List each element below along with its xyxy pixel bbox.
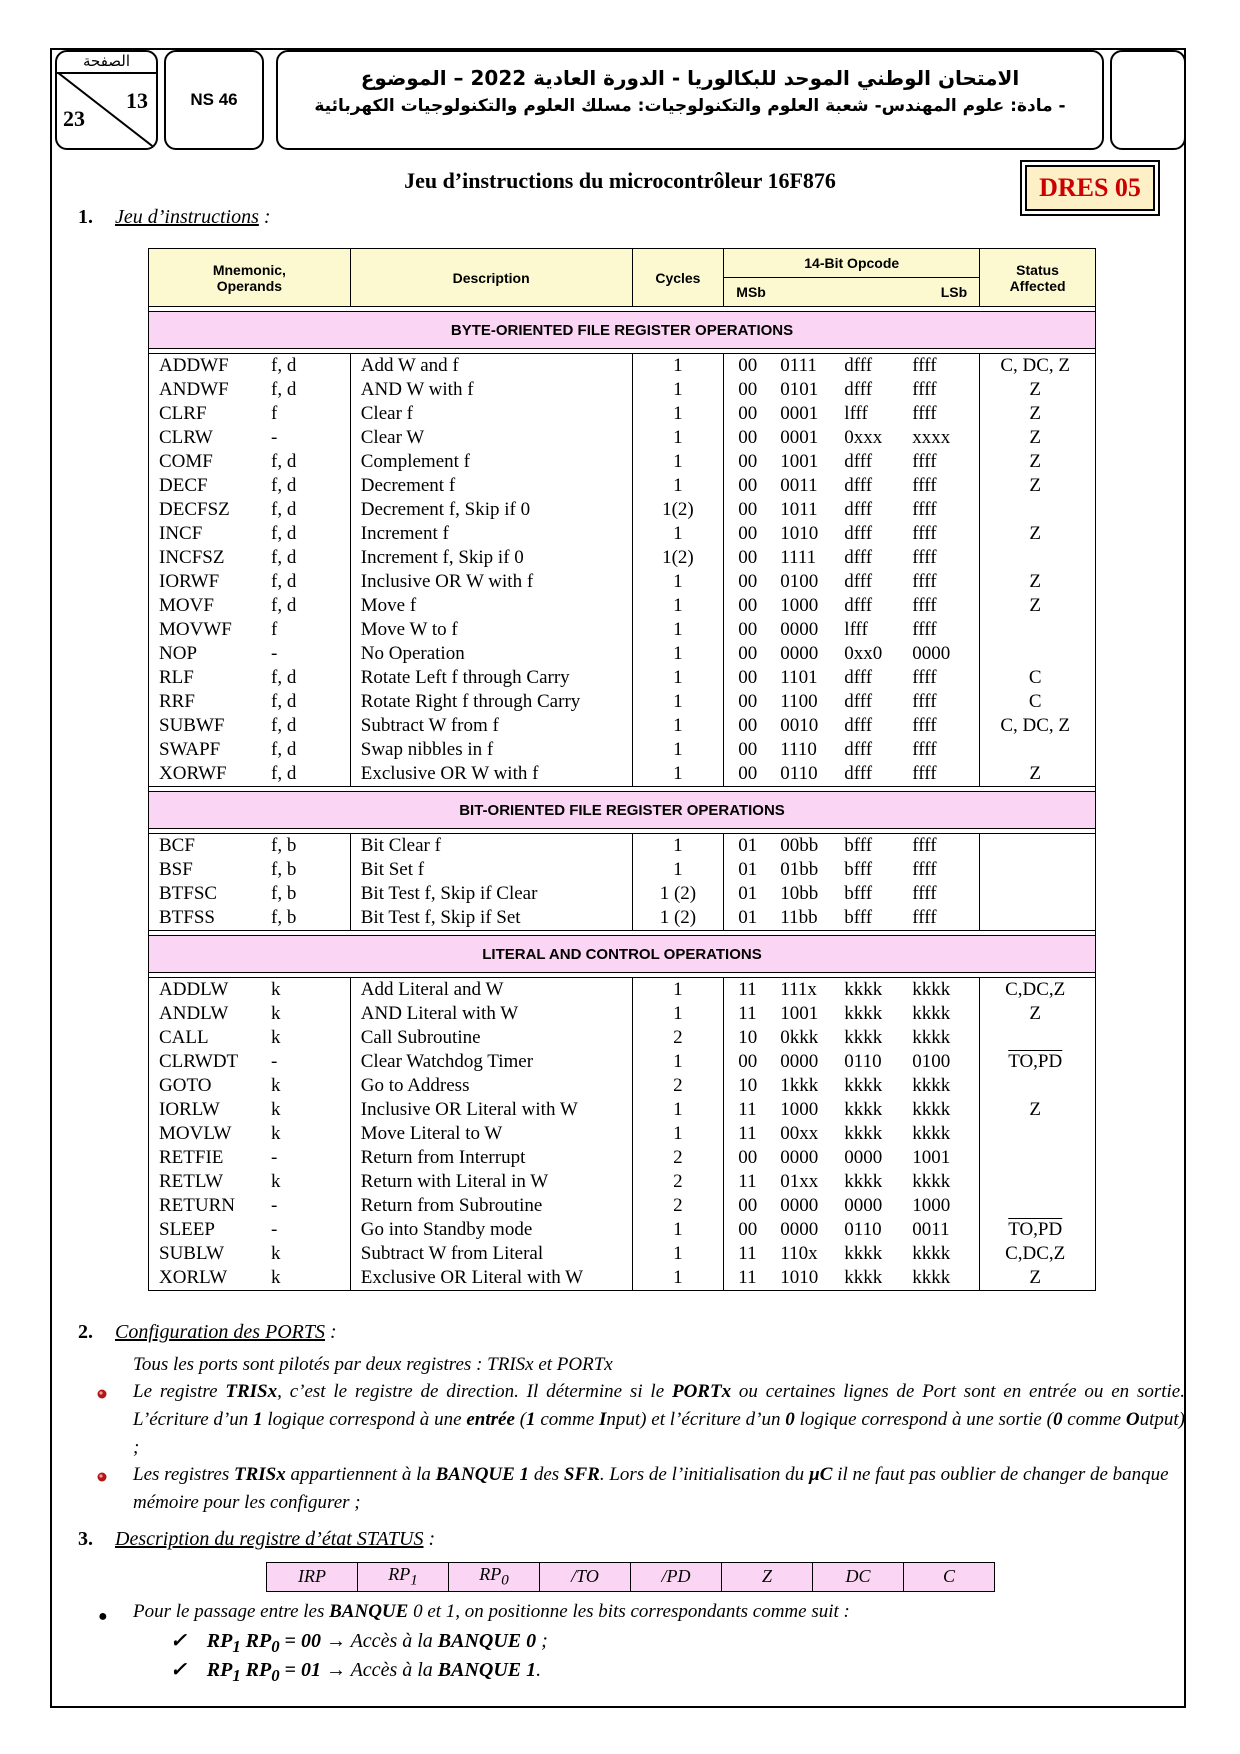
table-row-description: AND W with f <box>360 379 474 400</box>
table-row-cycles: 1 <box>673 835 683 856</box>
table-row-opcode: 00 1001 dfff ffff <box>738 451 937 472</box>
black-bullet-icon: ● <box>98 1608 108 1625</box>
table-row-opcode: 00 1101 dfff ffff <box>738 667 937 688</box>
table-row-status: Z <box>1029 1003 1041 1024</box>
table-row-description: Subtract W from f <box>360 715 499 736</box>
table-row-mnemonic: MOVF f, d <box>159 595 297 616</box>
table-row-mnemonic: RETURN - <box>159 1195 278 1216</box>
group-title: BIT-ORIENTED FILE REGISTER OPERATIONS <box>149 792 1096 829</box>
table-row-description: Exclusive OR Literal with W <box>360 1267 584 1288</box>
group-header-row <box>149 312 1096 349</box>
table-row-mnemonic: RLF f, d <box>159 667 297 688</box>
table-row-description: Call Subroutine <box>360 1027 481 1048</box>
table-row-cycles: 1 <box>673 379 683 400</box>
table-row-cycles: 1 (2) <box>659 907 697 928</box>
table-row-opcode: 00 1110 dfff ffff <box>738 739 937 760</box>
table-row-opcode: 00 0000 0110 0011 <box>738 1219 950 1240</box>
table-row-mnemonic: DECF f, d <box>159 475 297 496</box>
table-row-opcode: 00 0000 lfff ffff <box>738 619 937 640</box>
table-row-status: C, DC, Z <box>1000 715 1071 736</box>
section3-number: 3. <box>78 1528 93 1550</box>
table-row-cycles: 1 <box>673 1099 683 1120</box>
table-row-mnemonic: RRF f, d <box>159 691 297 712</box>
exam-title-line1: الامتحان الوطني الموحد للبكالوريا - الدورة العادية 2022 – الموضوع <box>360 66 1020 90</box>
table-row-cycles: 1 <box>673 1243 683 1264</box>
banque-note: Pour le passage entre les BANQUE 0 et 1, on positionne les bits correspondants comme suit : <box>133 1601 850 1622</box>
table-row-cycles: 2 <box>673 1147 683 1168</box>
table-row-mnemonic: RETLW k <box>159 1171 281 1192</box>
table-row-mnemonic: RETFIE - <box>159 1147 278 1168</box>
table-row-mnemonic: GOTO k <box>159 1075 281 1096</box>
table-row-status: C <box>1028 691 1042 712</box>
red-bullet-icon <box>96 1388 108 1400</box>
table-row-opcode: 00 0010 dfff ffff <box>738 715 937 736</box>
table-row-description: Bit Clear f <box>360 835 441 856</box>
table-row-cycles: 1 <box>673 1051 683 1072</box>
table-row-cycles: 1 (2) <box>659 883 697 904</box>
table-row-status <box>980 834 1095 858</box>
table-row-mnemonic: NOP - <box>159 643 278 664</box>
section2-heading: 2. Configuration des PORTS : <box>78 1321 337 1343</box>
table-row-opcode: 11 1000 kkkk kkkk <box>738 1099 951 1120</box>
table-row-status: C <box>1028 667 1042 688</box>
table-row-mnemonic: DECFSZ f, d <box>159 499 297 520</box>
header-msb-lsb: MSb LSb <box>724 278 980 307</box>
table-row-opcode: 00 1111 dfff ffff <box>738 547 937 568</box>
page-number-box <box>55 50 158 150</box>
dres-badge <box>1020 160 1160 216</box>
table-row-description: Exclusive OR W with f <box>360 763 539 784</box>
status-bit: Z <box>722 1563 813 1592</box>
header-cycles: Cycles <box>632 249 724 307</box>
exam-title-line2: - مادة: علوم المهندس- شعبة العلوم والتكنولوجيات: مسلك العلوم والتكنولوجيات الكهربائية <box>314 96 1066 116</box>
table-row-description: Complement f <box>360 451 470 472</box>
table-row-opcode: 00 0000 0xx0 0000 <box>738 643 951 664</box>
table-row-mnemonic: IORLW k <box>159 1099 281 1120</box>
table-row-mnemonic: ANDLW k <box>159 1003 281 1024</box>
table-row-description: No Operation <box>360 643 465 664</box>
status-bit: $RP_1$ <box>358 1563 449 1592</box>
table-row-description: Decrement f, Skip if 0 <box>360 499 531 520</box>
table-row-opcode: 11 00xx kkkk kkkk <box>738 1123 951 1144</box>
table-row-mnemonic: BCF f, b <box>159 835 297 856</box>
table-row-opcode: 00 1011 dfff ffff <box>738 499 937 520</box>
table-row-opcode: 00 0001 lfff ffff <box>738 403 937 424</box>
status-register-bits <box>267 1563 995 1592</box>
table-row-status <box>980 618 1095 642</box>
table-row-description: AND Literal with W <box>360 1003 519 1024</box>
table-row-opcode: 11 110x kkkk kkkk <box>738 1243 951 1264</box>
table-row-mnemonic: COMF f, d <box>159 451 297 472</box>
table-row-description: Move W to f <box>360 619 458 640</box>
table-row-status <box>980 546 1095 570</box>
table-row-opcode: 11 111x kkkk kkkk <box>738 979 951 1000</box>
table-row-description: Bit Set f <box>360 859 425 880</box>
table-row-status <box>980 1122 1095 1146</box>
group-title: LITERAL AND CONTROL OPERATIONS <box>149 936 1096 973</box>
table-row-cycles: 1 <box>673 1123 683 1144</box>
table-header-row <box>149 249 1096 278</box>
table-row-description: Bit Test f, Skip if Set <box>360 907 521 928</box>
table-row-cycles: 1 <box>673 691 683 712</box>
table-row-cycles: 1 <box>673 859 683 880</box>
table-row-mnemonic: BSF f, b <box>159 859 297 880</box>
section1-title: Jeu d’instructions <box>115 206 259 228</box>
group-header-row <box>149 936 1096 973</box>
table-row-status: Z <box>1029 1099 1041 1120</box>
section1-heading: 1. Jeu d’instructions : <box>78 206 271 228</box>
table-row-description: Rotate Right f through Carry <box>360 691 581 712</box>
table-row-description: Go into Standby mode <box>360 1219 533 1240</box>
table-row-opcode: 01 01bb bfff ffff <box>738 859 937 880</box>
table-row-cycles: 1 <box>673 715 683 736</box>
table-row-cycles: 2 <box>673 1027 683 1048</box>
table-row-opcode: 00 1000 dfff ffff <box>738 595 937 616</box>
table-row-cycles: 2 <box>673 1171 683 1192</box>
table-row-description: Clear Watchdog Timer <box>360 1051 534 1072</box>
table-row-description: Return from Interrupt <box>360 1147 526 1168</box>
header-opcode: 14-Bit Opcode <box>724 249 980 278</box>
table-row-cycles: 1(2) <box>662 499 694 520</box>
table-row-opcode: 00 0000 0110 0100 <box>738 1051 951 1072</box>
table-row-cycles: 1 <box>673 1267 683 1288</box>
status-bit: IRP <box>267 1563 358 1592</box>
table-row-mnemonic: SWAPF f, d <box>159 739 297 760</box>
table-row-opcode: 00 0001 0xxx xxxx <box>738 427 951 448</box>
status-bit: $RP_0$ <box>449 1563 540 1592</box>
table-row-description: Increment f <box>360 523 449 544</box>
table-row-mnemonic: CLRWDT - <box>159 1051 278 1072</box>
table-row-mnemonic: ANDWF f, d <box>159 379 297 400</box>
table-row-mnemonic: IORWF f, d <box>159 571 297 592</box>
table-row-description: Swap nibbles in f <box>360 739 494 760</box>
section2-title: Configuration des PORTS <box>115 1321 326 1343</box>
table-row-description: Subtract W from Literal <box>360 1243 544 1264</box>
table-row-status: TO,PD <box>1008 1219 1063 1240</box>
status-bit: C <box>904 1563 995 1592</box>
table-row-cycles: 1 <box>673 451 683 472</box>
status-bit: /TO <box>540 1563 631 1592</box>
table-row-cycles: 1 <box>673 475 683 496</box>
table-row-mnemonic: ADDLW k <box>159 979 281 1000</box>
ports-bullet-2: Les registres TRISx appartiennent à la BANQUE 1 des SFR. Lors de l’initialisation du µC il ne faut pas oublier de changer de banque mémoire pour les configurer ; <box>133 1464 1169 1513</box>
table-row-status: Z <box>1029 571 1041 592</box>
header-mnemonic: Mnemonic, Operands <box>149 249 351 307</box>
ports-bullet-1: Le registre TRISx, c’est le registre de direction. Il détermine si le PORTx ou certaines lignes de Port sont en entrée ou en sortie. L’écriture d’un 1 logique correspond à une entrée (1 comme Input) et l’écriture d’un 0 logique correspond à une sortie (0 comme Output) ; <box>133 1381 1185 1458</box>
table-row-opcode: 01 00bb bfff ffff <box>738 835 937 856</box>
section3-heading: 3. Description du registre d’état STATUS : <box>78 1528 436 1550</box>
table-row-status <box>980 1074 1095 1098</box>
table-row-status: Z <box>1029 523 1041 544</box>
table-row-opcode: 10 1kkk kkkk kkkk <box>738 1075 951 1096</box>
table-row-description: Decrement f <box>360 475 456 496</box>
table-row-status <box>980 858 1095 882</box>
table-row-cycles: 1 <box>673 571 683 592</box>
status-register-table <box>266 1562 995 1592</box>
table-row-status: Z <box>1029 763 1041 784</box>
group-body <box>149 354 1096 787</box>
table-row-opcode: 00 0100 dfff ffff <box>738 571 937 592</box>
table-row-mnemonic: CALL k <box>159 1027 281 1048</box>
table-row-cycles: 1 <box>673 355 683 376</box>
table-row-cycles: 2 <box>673 1195 683 1216</box>
instruction-set-table <box>148 248 1096 1291</box>
table-row-description: Go to Address <box>360 1075 470 1096</box>
table-row-mnemonic: XORWF f, d <box>159 763 297 784</box>
table-row-cycles: 1 <box>673 523 683 544</box>
header-status: Status Affected <box>980 249 1096 307</box>
table-row-status: C,DC,Z <box>1005 1243 1066 1264</box>
table-row-status: C,DC,Z <box>1005 979 1066 1000</box>
table-row-status: Z <box>1029 403 1041 424</box>
table-row-description: Inclusive OR W with f <box>360 571 534 592</box>
table-row-status <box>980 882 1095 906</box>
table-row-description: Increment f, Skip if 0 <box>360 547 524 568</box>
table-row-description: Rotate Left f through Carry <box>360 667 570 688</box>
table-row-opcode: 11 1001 kkkk kkkk <box>738 1003 951 1024</box>
group-body <box>149 978 1096 1291</box>
table-row-status: Z <box>1029 1267 1041 1288</box>
header-side-box <box>1110 50 1186 150</box>
red-bullet-icon <box>96 1471 108 1483</box>
table-row-mnemonic: SUBLW k <box>159 1243 281 1264</box>
section1-number: 1. <box>78 206 93 228</box>
group-body <box>149 834 1096 931</box>
table-row-status: TO,PD <box>1008 1051 1063 1072</box>
table-row-description: Return with Literal in W <box>360 1171 549 1192</box>
page-total: 23 <box>63 106 85 131</box>
table-row-status <box>980 498 1095 522</box>
table-row-mnemonic: ADDWF f, d <box>159 355 297 376</box>
table-row-status <box>980 1146 1095 1170</box>
table-row-cycles: 1 <box>673 979 683 1000</box>
table-row-mnemonic: SUBWF f, d <box>159 715 297 736</box>
table-row-opcode: 00 1100 dfff ffff <box>738 691 937 712</box>
section2-number: 2. <box>78 1321 93 1343</box>
table-row-opcode: 11 01xx kkkk kkkk <box>738 1171 951 1192</box>
table-row-opcode: 00 0000 0000 1000 <box>738 1195 951 1216</box>
table-row-cycles: 1 <box>673 427 683 448</box>
table-row-opcode: 11 1010 kkkk kkkk <box>738 1267 951 1288</box>
table-row-status <box>980 642 1095 666</box>
table-row-cycles: 2 <box>673 1075 683 1096</box>
table-row-description: Bit Test f, Skip if Clear <box>360 883 538 904</box>
table-row-opcode: 01 11bb bfff ffff <box>738 907 937 928</box>
status-bit: DC <box>813 1563 904 1592</box>
section3-title: Description du registre d’état STATUS <box>115 1528 424 1550</box>
table-row-mnemonic: CLRF f <box>159 403 278 424</box>
page-label: الصفحة <box>57 52 156 74</box>
table-row-description: Clear f <box>360 403 413 424</box>
table-row-status: C, DC, Z <box>1000 355 1071 376</box>
table-row-mnemonic: INCF f, d <box>159 523 297 544</box>
table-row-description: Move f <box>360 595 417 616</box>
table-row-opcode: 00 0110 dfff ffff <box>738 763 937 784</box>
table-row-status: Z <box>1029 427 1041 448</box>
dres-badge-text: DRES 05 <box>1025 165 1155 211</box>
ports-intro: Tous les ports sont pilotés par deux registres : TRISx et PORTx <box>133 1354 613 1375</box>
table-row-description: Inclusive OR Literal with W <box>360 1099 578 1120</box>
table-row-description: Return from Subroutine <box>360 1195 543 1216</box>
table-row-opcode: 00 0011 dfff ffff <box>738 475 937 496</box>
status-bit: /PD <box>631 1563 722 1592</box>
doc-title: Jeu d’instructions du microcontrôleur 16F876 <box>404 168 836 193</box>
table-row-mnemonic: BTFSC f, b <box>159 883 297 904</box>
table-row-mnemonic: INCFSZ f, d <box>159 547 297 568</box>
table-row-opcode: 00 0101 dfff ffff <box>738 379 937 400</box>
table-row-description: Add Literal and W <box>360 979 504 1000</box>
table-row-cycles: 1 <box>673 619 683 640</box>
table-row-opcode: 00 0000 0000 1001 <box>738 1147 951 1168</box>
table-row-opcode: 10 0kkk kkkk kkkk <box>738 1027 951 1048</box>
table-row-cycles: 1 <box>673 667 683 688</box>
table-row-cycles: 1 <box>673 643 683 664</box>
table-row-cycles: 1 <box>673 595 683 616</box>
exam-code: NS 46 <box>164 50 264 150</box>
table-row-cycles: 1 <box>673 403 683 424</box>
table-row-status <box>980 1194 1095 1218</box>
group-title: BYTE-ORIENTED FILE REGISTER OPERATIONS <box>149 312 1096 349</box>
table-row-mnemonic: CLRW - <box>159 427 278 448</box>
exam-title-box <box>276 50 1104 150</box>
table-row-mnemonic: MOVWF f <box>159 619 278 640</box>
table-row-status: Z <box>1029 451 1041 472</box>
table-row-mnemonic: SLEEP - <box>159 1219 278 1240</box>
table-row-description: Clear W <box>360 427 425 448</box>
table-row-cycles: 1 <box>673 1003 683 1024</box>
table-row-status: Z <box>1029 379 1041 400</box>
table-row-status <box>980 906 1095 930</box>
table-row-cycles: 1 <box>673 763 683 784</box>
page-number: 13 <box>126 88 148 113</box>
table-row-status <box>980 1026 1095 1050</box>
table-row-mnemonic: MOVLW k <box>159 1123 281 1144</box>
header-description: Description <box>350 249 632 307</box>
table-row-opcode: 01 10bb bfff ffff <box>738 883 937 904</box>
table-row-description: Add W and f <box>360 355 459 376</box>
check-banque-1: ✓ $RP_1$ $RP_0 = 01$ → Accès à la BANQUE 1. <box>170 1659 542 1685</box>
table-row-status <box>980 738 1095 762</box>
table-row-cycles: 1 <box>673 1219 683 1240</box>
check-banque-0: ✓ $RP_1$ $RP_0 = 00$ → Accès à la BANQUE 0 ; <box>170 1630 548 1656</box>
table-row-status: Z <box>1029 475 1041 496</box>
table-row-mnemonic: BTFSS f, b <box>159 907 297 928</box>
table-row-opcode: 00 1010 dfff ffff <box>738 523 937 544</box>
table-row-cycles: 1 <box>673 739 683 760</box>
table-row-description: Move Literal to W <box>360 1123 503 1144</box>
table-row-status <box>980 1170 1095 1194</box>
table-row-mnemonic: XORLW k <box>159 1267 281 1288</box>
table-row-cycles: 1(2) <box>662 547 694 568</box>
table-row-opcode: 00 0111 dfff ffff <box>738 355 937 376</box>
group-header-row <box>149 792 1096 829</box>
table-row-status: Z <box>1029 595 1041 616</box>
